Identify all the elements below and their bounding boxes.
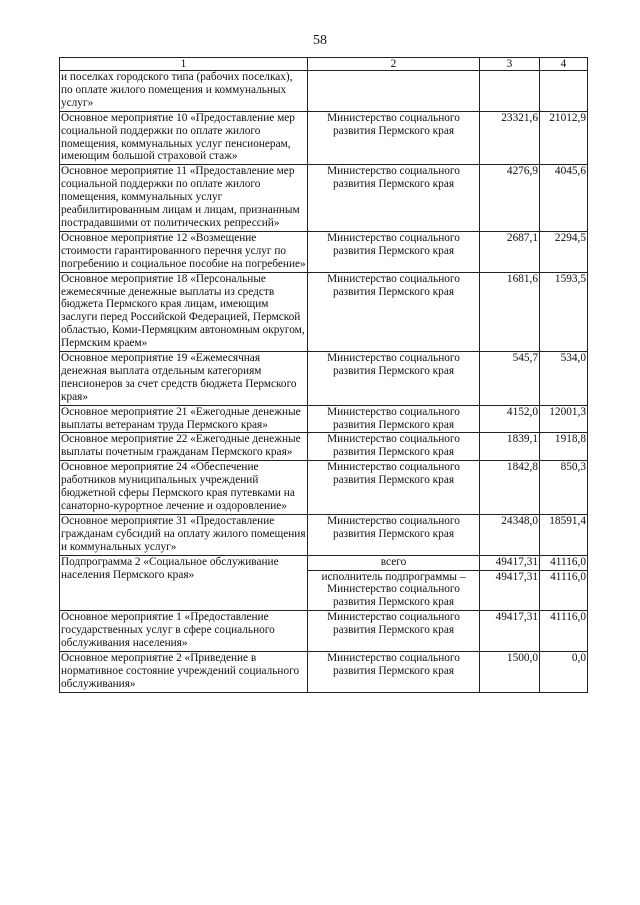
value-cell: 1500,0 xyxy=(480,651,540,692)
value-cell: 4152,0 xyxy=(480,405,540,433)
header-row xyxy=(60,58,588,71)
table-row xyxy=(60,231,588,272)
executor-cell: Министерство социального развития Пермского края xyxy=(308,433,480,461)
value-cell: 545,7 xyxy=(480,352,540,406)
value-cell xyxy=(540,71,588,112)
event-name-cell: Основное мероприятие 11 «Предоставление мер социальной поддержки по оплате жилого помещения, коммунальных услуг реабилитированным лицам и лицам, признанным пострадавшими от политических репрессий» xyxy=(60,165,308,232)
value-cell: 4276,9 xyxy=(480,165,540,232)
table-row xyxy=(60,272,588,351)
event-name-cell: Основное мероприятие 2 «Приведение в нормативное состояние учреждений социального обслуживания» xyxy=(60,651,308,692)
executor-cell: Министерство социального развития Пермского края xyxy=(308,651,480,692)
event-name-cell: Основное мероприятие 31 «Предоставление гражданам субсидий на оплату жилого помещения и коммунальных услуг» xyxy=(60,514,308,555)
event-name-cell: Основное мероприятие 19 «Ежемесячная денежная выплата отдельным категориям пенсионеров за счет средств бюджета Пермского края» xyxy=(60,352,308,406)
value-cell: 1839,1 xyxy=(480,433,540,461)
value-cell: 24348,0 xyxy=(480,514,540,555)
value-cell: 0,0 xyxy=(540,651,588,692)
value-cell: 4045,6 xyxy=(540,165,588,232)
table-row xyxy=(60,461,588,515)
table-row xyxy=(60,352,588,406)
page-number: 58 xyxy=(313,33,327,48)
executor-cell: исполнитель подпрограммы – Министерство социального развития Пермского края xyxy=(308,570,480,611)
value-cell: 18591,4 xyxy=(540,514,588,555)
value-cell: 23321,6 xyxy=(480,111,540,165)
value-cell: 1918,8 xyxy=(540,433,588,461)
value-cell: 1842,8 xyxy=(480,461,540,515)
table-row xyxy=(60,611,588,652)
subprogram-name-cell: Подпрограмма 2 «Социальное обслуживание населения Пермского края» xyxy=(60,555,308,611)
event-name-cell: и поселках городского типа (рабочих поселках), по оплате жилого помещения и коммунальных услуг» xyxy=(60,71,308,112)
value-cell: 2294,5 xyxy=(540,231,588,272)
value-cell: 1593,5 xyxy=(540,272,588,351)
value-cell: 41116,0 xyxy=(540,555,588,570)
value-cell: 2687,1 xyxy=(480,231,540,272)
executor-cell xyxy=(308,71,480,112)
value-cell: 49417,31 xyxy=(480,611,540,652)
executor-cell: Министерство социального развития Пермского края xyxy=(308,231,480,272)
header-cell: 4 xyxy=(540,58,588,71)
event-name-cell: Основное мероприятие 18 «Персональные ежемесячные денежные выплаты из средств бюджета Пермского края лицам, имеющим заслуги перед Российской Федерацией, Пермской областью, Коми-Пермяцким автономным округом, Пермским краем» xyxy=(60,272,308,351)
value-cell: 850,3 xyxy=(540,461,588,515)
value-cell xyxy=(480,71,540,112)
table-row xyxy=(60,111,588,165)
executor-cell: Министерство социального развития Пермского края xyxy=(308,352,480,406)
budget-table xyxy=(59,57,588,693)
event-name-cell: Основное мероприятие 10 «Предоставление мер социальной поддержки по оплате жилого помещения, коммунальных услуг пенсионерам, имеющим большой страховой стаж» xyxy=(60,111,308,165)
header-cell: 1 xyxy=(60,58,308,71)
event-name-cell: Основное мероприятие 24 «Обеспечение работников муниципальных учреждений бюджетной сферы Пермского края путевками на санаторно-курортное лечение и оздоровление» xyxy=(60,461,308,515)
event-name-cell: Основное мероприятие 1 «Предоставление государственных услуг в сфере социального обслуживания населения» xyxy=(60,611,308,652)
table-row xyxy=(60,71,588,112)
executor-cell: Министерство социального развития Пермского края xyxy=(308,111,480,165)
table-row xyxy=(60,165,588,232)
value-cell: 41116,0 xyxy=(540,611,588,652)
event-name-cell: Основное мероприятие 12 «Возмещение стоимости гарантированного перечня услуг по погребению и социальное пособие на погребение» xyxy=(60,231,308,272)
table-row xyxy=(60,651,588,692)
event-name-cell: Основное мероприятие 22 «Ежегодные денежные выплаты почетным гражданам Пермского края» xyxy=(60,433,308,461)
subprogram-row xyxy=(60,555,588,570)
value-cell: 534,0 xyxy=(540,352,588,406)
event-name-cell: Основное мероприятие 21 «Ежегодные денежные выплаты ветеранам труда Пермского края» xyxy=(60,405,308,433)
table-row xyxy=(60,433,588,461)
header-cell: 2 xyxy=(308,58,480,71)
total-label-cell: всего xyxy=(308,555,480,570)
value-cell: 41116,0 xyxy=(540,570,588,611)
value-cell: 1681,6 xyxy=(480,272,540,351)
executor-cell: Министерство социального развития Пермского края xyxy=(308,405,480,433)
executor-cell: Министерство социального развития Пермского края xyxy=(308,611,480,652)
executor-cell: Министерство социального развития Пермского края xyxy=(308,514,480,555)
value-cell: 21012,9 xyxy=(540,111,588,165)
table-row xyxy=(60,405,588,433)
value-cell: 12001,3 xyxy=(540,405,588,433)
executor-cell: Министерство социального развития Пермского края xyxy=(308,272,480,351)
executor-cell: Министерство социального развития Пермского края xyxy=(308,165,480,232)
table-row xyxy=(60,514,588,555)
header-cell: 3 xyxy=(480,58,540,71)
executor-cell: Министерство социального развития Пермского края xyxy=(308,461,480,515)
value-cell: 49417,31 xyxy=(480,570,540,611)
value-cell: 49417,31 xyxy=(480,555,540,570)
